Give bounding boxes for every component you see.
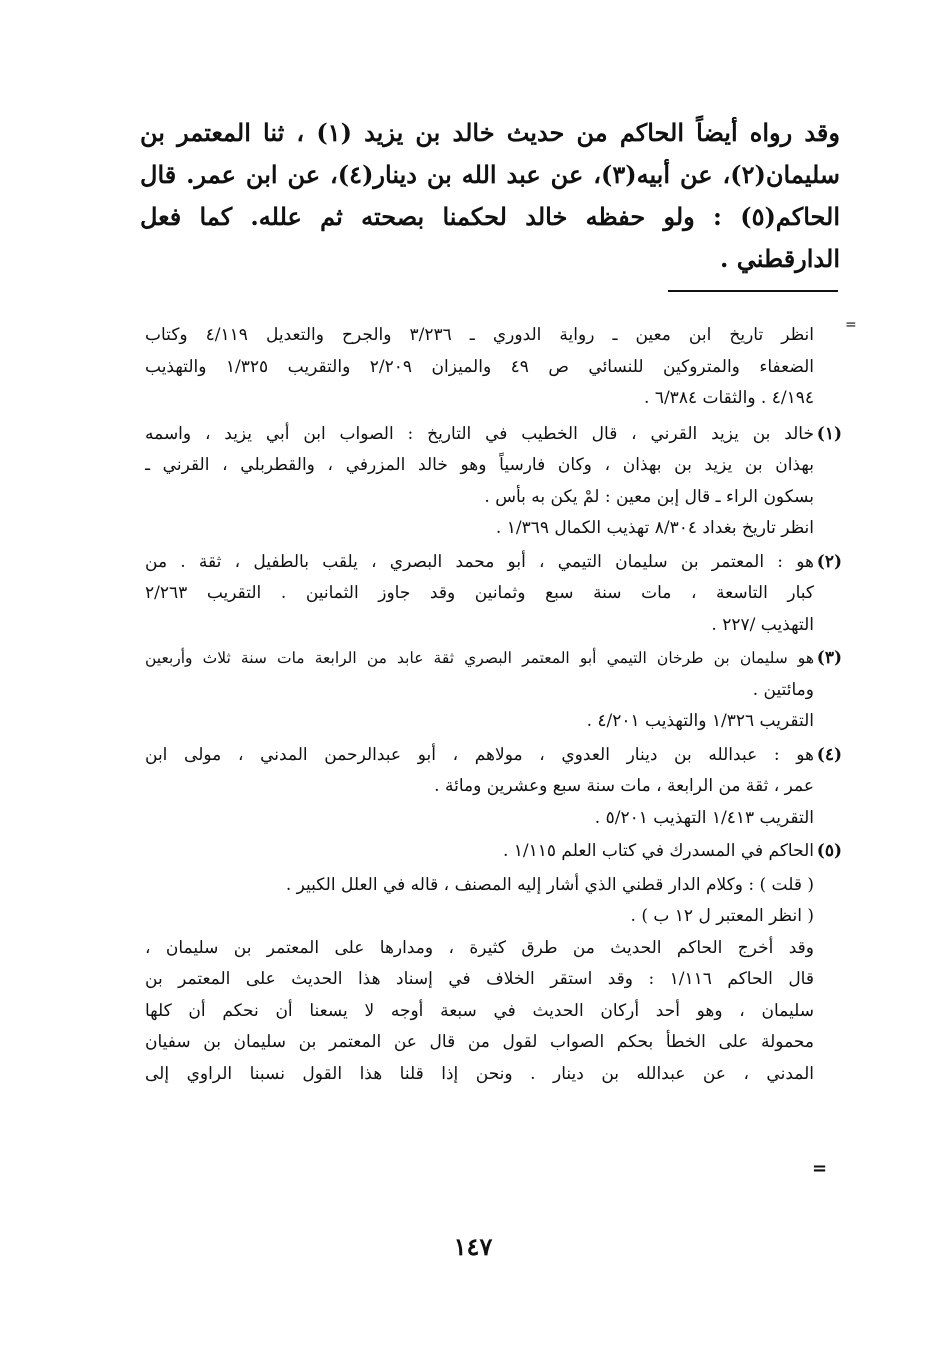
main-paragraph: وقد رواه أيضاً الحاكم من حديث خالد بن يزيد (١) ، ثنا المعتمر بن سليمان(٢)، عن أبيه(٣)، عن عبد الله بن دينار(٤)، عن ابن عمر. قال الحاكم(٥) : ولو حفظه خالد لحكمنا بصحته ثم علله. كما فعل الدارقطني . <box>140 118 841 273</box>
footnote-number: (٢) <box>816 551 842 572</box>
editor-note-line: المدني ، عن عبدالله بن دينار . ونحن إذا قلنا هذا القول نسبنا الراوي إلى <box>145 1063 814 1084</box>
editor-note-line: قال الحاكم ١/١١٦ : وقد استقر الخلاف في إسناد هذا الحديث على المعتمر بن <box>145 969 814 989</box>
footnote-line: هو : عبدالله بن دينار العدوي ، مولاهم ، أبو عبدالرحمن المدني ، مولى ابن <box>145 744 814 765</box>
footnotes-section <box>145 320 842 1094</box>
editor-note-line: محمولة على الخطأ بحكم الصواب لقول من قال عن المعتمر بن سليمان بن سفيان <box>145 1032 814 1052</box>
footnote-number: (٤) <box>816 744 842 765</box>
footnote-line: بسكون الراء ـ قال إبن معين : لمْ يكن به بأس . <box>484 486 814 507</box>
footnote-line: الحاكم في المسدرك في كتاب العلم ١/١١٥ . <box>502 841 814 861</box>
editor-note-line: سليمان ، وهو أحد أركان الحديث في سبعة أوجه لا يسعنا أن نحكم أن كلها <box>145 1000 814 1021</box>
footnote-number: (٣) <box>816 648 842 668</box>
footnote-line: التهذيب /٢٢٧ . <box>711 614 814 635</box>
footnote-separator-line <box>668 290 838 292</box>
footnote-5 <box>145 836 842 868</box>
footnote-intro-line: ٤/١٩٤ . والثقات ٦/٣٨٤ . <box>644 388 814 408</box>
main-text-block <box>140 112 840 280</box>
footnote-line: خالد بن يزيد القرني ، قال الخطيب في التاريخ : الصواب ابن أبي يزيد ، واسمه <box>145 423 814 444</box>
footnote-number: (١) <box>816 423 842 444</box>
footnote-1 <box>145 419 842 545</box>
footnote-line: كبار التاسعة ، مات سنة سبع وثمانين وقد جاوز الثمانين . التقريب ٢/٢٦٣ <box>145 583 814 603</box>
continuation-mark-top: = <box>845 317 857 333</box>
editor-note-line: ( انظر المعتبر ل ١٢ ب ) . <box>630 906 814 926</box>
editor-note-line: ( قلت ) : وكلام الدار قطني الذي أشار إليه المصنف ، قاله في العلل الكبير . <box>285 874 814 895</box>
page-number: ١٤٧ <box>453 1232 493 1261</box>
footnote-2 <box>145 547 842 642</box>
footnote-line: التقريب ١/٣٢٦ والتهذيب ٤/٢٠١ . <box>586 711 814 731</box>
footnote-body <box>145 547 814 642</box>
footnote-line: هو سليمان بن طرخان التيمي أبو المعتمر البصري ثقة عابد من الرابعة مات سنة ثلاث وأربعين <box>145 649 814 667</box>
footnote-line: عمر ، ثقة من الرابعة ، مات سنة سبع وعشرين ومائة . <box>434 776 814 796</box>
footnote-number: (٥) <box>816 841 842 861</box>
editor-note-line: وقد أخرج الحاكم الحديث من طرق كثيرة ، ومدارها على المعتمر بن سليمان ، <box>145 937 814 958</box>
footnote-4 <box>145 740 842 835</box>
footnote-body <box>145 643 814 738</box>
footnote-line: التقريب ١/٤١٣ التهذيب ٥/٢٠١ . <box>594 807 814 828</box>
footnote-line: انظر تاريخ بغداد ٨/٣٠٤ تهذيب الكمال ١/٣٦٩ . <box>495 518 814 538</box>
footnote-body <box>145 836 814 868</box>
footnote-line: هو : المعتمر بن سليمان التيمي ، أبو محمد البصري ، يلقب بالطفيل ، ثقة . من <box>145 551 814 572</box>
footnote-line: ومائتين . <box>752 679 814 700</box>
footnote-body <box>145 740 814 835</box>
footnote-intro-line: الضعفاء والمتروكين للنسائي ص ٤٩ والميزان ٢/٢٠٩ والتقريب ١/٣٢٥ والتهذيب <box>145 356 814 377</box>
footnote-line: بهذان بن يزيد بن بهذان ، وكان فارسياً وهو خالد المزرفي ، والقطربلي ، القرني ـ <box>145 455 814 475</box>
editor-note <box>145 870 842 1091</box>
footnote-body <box>145 419 814 545</box>
continuation-mark-bottom: = <box>812 1158 828 1179</box>
footnote-intro-line: انظر تاريخ ابن معين ـ رواية الدوري ـ ٣/٢٣٦ والجرح والتعديل ٤/١١٩ وكتاب <box>145 325 814 345</box>
footnote-3 <box>145 643 842 738</box>
footnote-intro <box>145 320 842 415</box>
